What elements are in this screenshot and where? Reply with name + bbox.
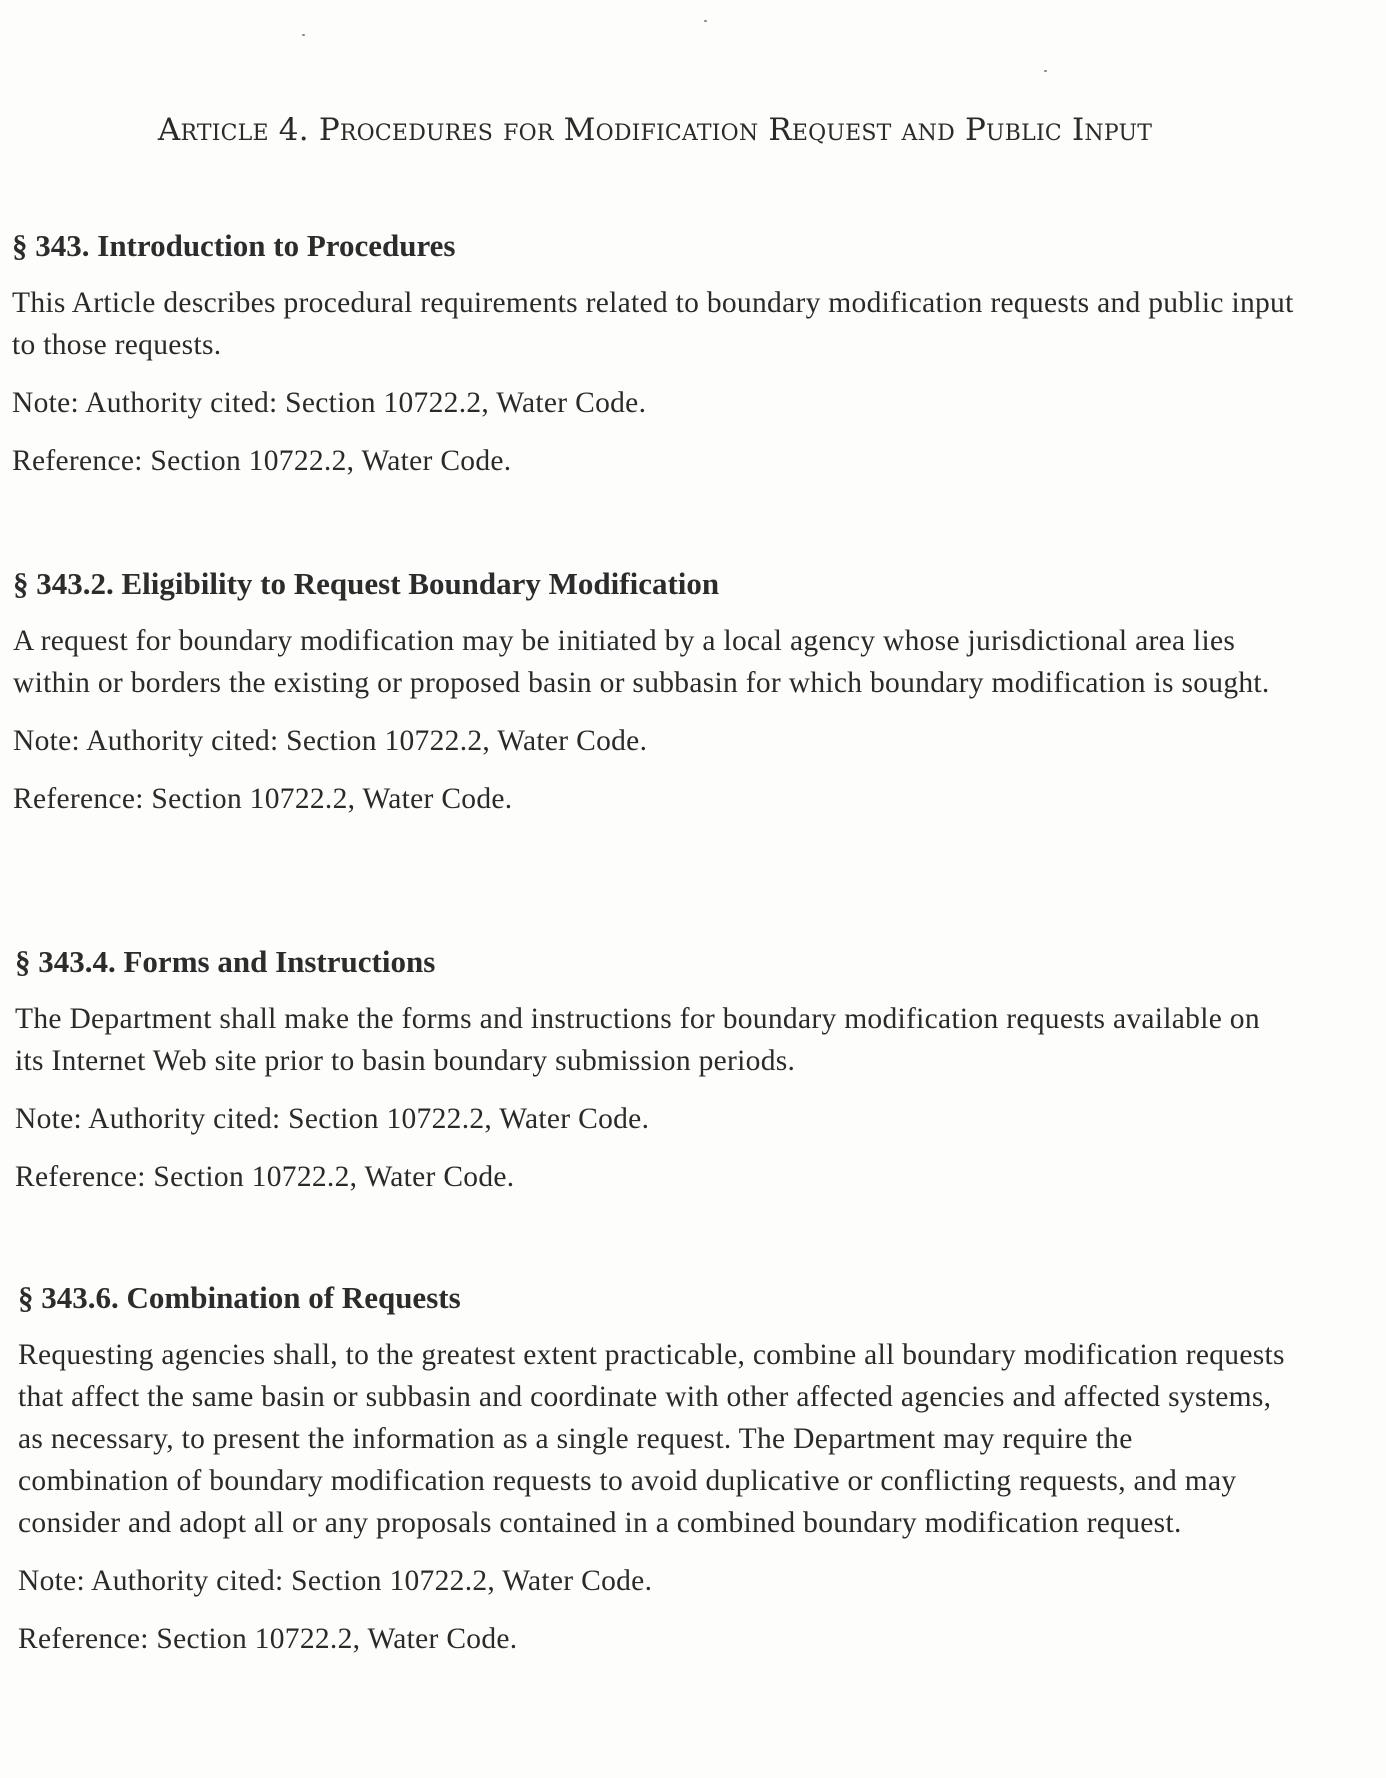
section-body: This Article describes procedural requirements related to boundary modification requests and public input to those requests. (12, 287, 1294, 361)
section-heading: § 343. Introduction to Procedures (12, 228, 456, 263)
section-reference: Reference: Section 10722.2, Water Code. (12, 445, 512, 477)
section-body: The Department shall make the forms and instructions for boundary modification requests available on its Internet Web site prior to basin boundary submission periods. (15, 1003, 1260, 1077)
section-note: Note: Authority cited: Section 10722.2, Water Code. (18, 1565, 653, 1597)
article-title: Article 4. Procedures for Modification Request and Public Input (157, 112, 1153, 148)
section-reference: Reference: Section 10722.2, Water Code. (15, 1161, 515, 1193)
section-343 (12, 226, 1312, 498)
section-reference: Reference: Section 10722.2, Water Code. (18, 1623, 518, 1655)
section-reference: Reference: Section 10722.2, Water Code. (13, 783, 513, 815)
section-343-4 (15, 942, 1285, 1214)
section-body: A request for boundary modification may be initiated by a local agency whose jurisdictional area lies within or borders the existing or proposed basin or subbasin for which boundary modification is sought. (13, 625, 1270, 699)
section-body: Requesting agencies shall, to the greatest extent practicable, combine all boundary modification requests that affect the same basin or subbasin and coordinate with other affected agencies and affected systems, as necessary, to present the information as a single request. The Department may require the combination of boundary modification requests to avoid duplicative or conflicting requests, and may consider and adopt all or any proposals contained in a combined boundary modification request. (18, 1339, 1285, 1539)
section-note: Note: Authority cited: Section 10722.2, Water Code. (15, 1103, 650, 1135)
section-343-6 (18, 1278, 1288, 1676)
section-heading: § 343.2. Eligibility to Request Boundary Modification (13, 566, 720, 601)
section-note: Note: Authority cited: Section 10722.2, Water Code. (13, 725, 648, 757)
section-343-2 (13, 564, 1273, 836)
section-note: Note: Authority cited: Section 10722.2, Water Code. (12, 387, 647, 419)
scan-speck (1044, 70, 1047, 72)
section-heading: § 343.4. Forms and Instructions (15, 944, 436, 979)
scan-speck (704, 20, 707, 22)
scan-speck (302, 34, 305, 36)
section-heading: § 343.6. Combination of Requests (18, 1280, 461, 1315)
